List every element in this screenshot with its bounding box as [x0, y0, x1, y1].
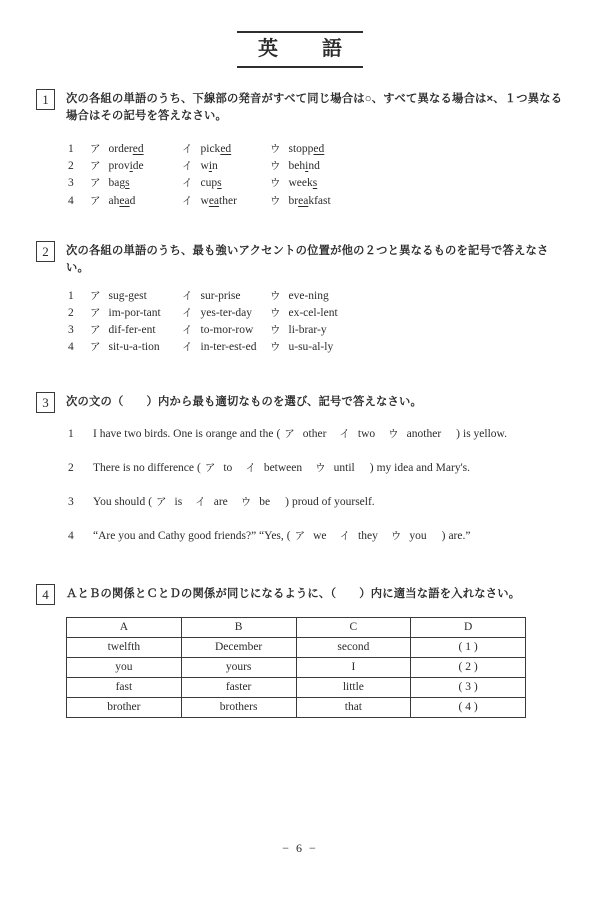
word: dif-fer-ent: [108, 324, 156, 337]
word: [201, 158, 218, 175]
table-header-row: [67, 617, 526, 637]
option-label-kana: ア: [90, 177, 101, 190]
choice-a: [156, 496, 182, 508]
word: [289, 141, 325, 158]
sentence: [93, 528, 470, 545]
choice-label-kana: ウ: [390, 529, 402, 542]
word: sur-prise: [200, 289, 241, 302]
option-label-kana: ア: [90, 324, 101, 337]
row-number: 3: [68, 177, 74, 190]
word-underlined: ea: [119, 194, 130, 207]
table-cell: ( 2 ): [411, 657, 526, 677]
word-underlined: ed: [220, 143, 232, 155]
sentence-pre: I have two birds. One is orange and the: [93, 427, 274, 440]
analogy-table: [66, 617, 526, 718]
word: [289, 175, 318, 192]
option-c: [270, 193, 331, 210]
table-cell: faster: [181, 677, 296, 697]
option-a: [90, 193, 182, 210]
option-label-kana: ウ: [270, 341, 281, 354]
section-1: [36, 88, 564, 210]
choice-c: [391, 530, 427, 542]
sentence: [93, 494, 375, 511]
page-number: − 6 −: [282, 841, 318, 855]
choice-word: you: [409, 529, 427, 542]
row-number: 4: [68, 341, 74, 354]
option-b: [182, 158, 270, 175]
word-pre: w: [200, 160, 209, 173]
word-pre: week: [288, 177, 313, 190]
page-title: 英語: [258, 38, 386, 60]
word: [201, 193, 237, 210]
sentence-post: proud of yourself.: [291, 495, 375, 508]
word-row: [68, 339, 564, 356]
option-a: [90, 322, 182, 339]
sentence: [93, 460, 470, 477]
option-c: [270, 175, 317, 192]
sentence-post: is yellow.: [463, 427, 507, 440]
table-cell: brother: [67, 697, 182, 717]
word-underlined: s: [125, 177, 130, 190]
table-cell: brothers: [181, 697, 296, 717]
row-number: 4: [68, 194, 74, 207]
option-b: [182, 322, 270, 339]
choice-b: [340, 530, 378, 542]
word-post: nd: [308, 160, 320, 173]
word: sit-u-a-tion: [108, 341, 160, 354]
word-pre: cup: [200, 177, 218, 190]
choice-label-kana: イ: [245, 461, 256, 474]
word-pre: ah: [108, 194, 120, 207]
option-c: [270, 322, 327, 339]
word-pre: stopp: [288, 143, 314, 155]
word-underlined: i: [305, 160, 309, 173]
word-underlined: i: [208, 160, 213, 173]
word-underlined: ed: [313, 143, 325, 155]
word-underlined: i: [129, 160, 133, 173]
title-box: [237, 31, 386, 68]
word: u-su-al-ly: [288, 341, 334, 354]
choice-word: are: [213, 495, 228, 508]
paren-open: (: [276, 427, 281, 440]
option-label-kana: ア: [90, 143, 101, 155]
section-number: 3: [36, 392, 55, 413]
option-label-kana: ア: [90, 341, 101, 354]
paren-close: ): [441, 529, 446, 542]
row-number: 2: [68, 307, 74, 320]
option-label-kana: ウ: [270, 194, 281, 207]
choice-a: [205, 462, 232, 474]
option-label-kana: イ: [182, 177, 193, 190]
paren-open: (: [197, 461, 201, 474]
word: [109, 141, 144, 158]
section-3-header: [36, 391, 564, 413]
sentence-item: [68, 460, 564, 477]
word-pre: pick: [200, 143, 221, 155]
column-header: A: [67, 617, 182, 637]
table-cell: second: [296, 637, 411, 657]
option-b: [182, 175, 270, 192]
word-underlined: s: [217, 177, 222, 190]
sentence-pre: “Are you and Cathy good friends?” “Yes,: [93, 529, 284, 542]
choice-b: [339, 428, 375, 440]
choice-word: we: [313, 529, 327, 542]
word-row: [68, 141, 564, 158]
table-cell: twelfth: [67, 637, 182, 657]
option-label-kana: イ: [182, 194, 193, 207]
option-c: [270, 158, 320, 175]
section-number: 4: [36, 584, 55, 605]
choice-word: between: [263, 461, 303, 474]
sentence-item: [68, 528, 564, 545]
paren-open: (: [286, 529, 291, 542]
table-cell: fast: [67, 677, 182, 697]
option-b: [182, 339, 270, 356]
option-label-kana: イ: [182, 160, 193, 173]
word-pre: w: [200, 194, 209, 207]
option-label-kana: ア: [90, 289, 101, 302]
table-row: [67, 637, 526, 657]
paren-close: ): [456, 427, 460, 440]
row-number: 3: [68, 324, 74, 337]
option-label-kana: ウ: [270, 307, 281, 320]
word-row: [68, 305, 564, 322]
word-row: [68, 288, 564, 305]
table-cell: that: [296, 697, 411, 717]
option-label-kana: ア: [90, 160, 101, 173]
section-2-header: [36, 240, 564, 277]
option-label-kana: イ: [182, 289, 193, 302]
table-row: [67, 697, 526, 717]
page-content: [0, 88, 600, 718]
row-number: 1: [68, 143, 74, 155]
sentence: [93, 426, 507, 443]
word-pre: beh: [288, 160, 306, 173]
word-pre: bag: [108, 177, 126, 190]
option-a: [90, 141, 182, 158]
word: to-mor-row: [200, 324, 254, 337]
word-underlined: ea: [298, 194, 309, 207]
choice-c: [315, 462, 355, 474]
section-heading: 次の文の（ ）内から最も適切なものを選び、記号で答えなさい。: [66, 395, 422, 408]
table-row: [67, 677, 526, 697]
table-cell: ( 3 ): [411, 677, 526, 697]
word: [201, 175, 222, 192]
option-c: [270, 305, 338, 322]
word-post: d: [129, 194, 136, 207]
word-row: [68, 158, 564, 175]
word: [289, 158, 320, 175]
table-cell: ( 4 ): [411, 697, 526, 717]
choice-word: is: [174, 495, 183, 508]
choice-label-kana: ア: [294, 529, 306, 542]
word-post: ther: [219, 194, 237, 207]
choice-label-kana: ウ: [388, 427, 399, 440]
table-cell: little: [296, 677, 411, 697]
sentence-pre: There is no difference: [93, 461, 195, 474]
section-number: 2: [36, 241, 55, 262]
choice-c: [241, 496, 270, 508]
section-number: 1: [36, 89, 55, 110]
choice-b: [195, 496, 228, 508]
word: [109, 193, 136, 210]
table-cell: ( 1 ): [411, 637, 526, 657]
word-pre: prov: [108, 160, 130, 173]
choice-label-kana: ア: [156, 495, 167, 508]
choice-label-kana: イ: [339, 427, 350, 440]
section-3: [36, 391, 564, 545]
option-label-kana: ウ: [270, 143, 281, 155]
sentence-items: [68, 426, 564, 545]
word-post: kfast: [308, 194, 331, 207]
choice-label-kana: イ: [195, 495, 206, 508]
choice-word: to: [223, 461, 233, 474]
row-number: 2: [68, 160, 74, 173]
paren-open: (: [148, 495, 153, 508]
option-a: [90, 175, 182, 192]
option-label-kana: イ: [182, 341, 193, 354]
option-label-kana: ウ: [270, 177, 281, 190]
option-a: [90, 288, 182, 305]
word-row: [68, 175, 564, 192]
word-post: de: [132, 160, 144, 173]
word: in-ter-est-ed: [200, 341, 257, 354]
option-c: [270, 339, 333, 356]
option-label-kana: イ: [182, 307, 193, 320]
section-4: [36, 583, 564, 718]
pronunciation-rows: [68, 141, 564, 210]
word: li-brar-y: [288, 324, 327, 337]
item-number: 2: [68, 461, 74, 474]
choice-label-kana: ア: [204, 461, 216, 474]
word-underlined: ea: [208, 194, 220, 207]
word-pre: br: [288, 194, 299, 207]
sentence-pre: You should: [93, 495, 146, 508]
choice-label-kana: ア: [284, 427, 295, 440]
word-underlined: ed: [132, 143, 144, 155]
option-label-kana: ア: [90, 307, 101, 320]
choice-a: [284, 428, 326, 440]
table-cell: you: [67, 657, 182, 677]
column-header: D: [411, 617, 526, 637]
row-number: 1: [68, 289, 74, 302]
sentence-item: [68, 494, 564, 511]
section-1-header: [36, 88, 564, 125]
item-number: 4: [68, 529, 74, 542]
option-label-kana: ア: [90, 194, 101, 207]
word-pre: order: [108, 143, 133, 155]
section-heading: 次の各組の単語のうち、最も強いアクセントの位置が他の２つと異なるものを記号で答えなさい。: [66, 244, 549, 274]
option-label-kana: ウ: [270, 289, 281, 302]
accent-rows: [68, 288, 564, 357]
table-row: [67, 657, 526, 677]
option-b: [182, 305, 270, 322]
word: eve-ning: [288, 289, 329, 302]
column-header: C: [296, 617, 411, 637]
word: [109, 175, 130, 192]
table-cell: December: [181, 637, 296, 657]
choice-c: [388, 428, 441, 440]
option-c: [270, 288, 329, 305]
choice-word: they: [358, 529, 378, 542]
word-row: [68, 322, 564, 339]
option-b: [182, 193, 270, 210]
word: [109, 158, 144, 175]
section-heading: 次の各組の単語のうち、下線部の発音がすべて同じ場合は○、すべて異なる場合は×、１つ異なる場合はその記号を答えなさい。: [66, 93, 563, 122]
choice-label-kana: ウ: [240, 495, 252, 508]
word-post: n: [212, 160, 218, 173]
sentence-post: are.”: [448, 529, 471, 542]
choice-word: other: [302, 427, 327, 440]
option-label-kana: ウ: [270, 160, 281, 173]
choice-word: be: [259, 495, 271, 508]
section-4-header: [36, 583, 564, 605]
option-label-kana: イ: [182, 324, 193, 337]
choice-word: two: [357, 427, 376, 440]
option-label-kana: ウ: [270, 324, 281, 337]
option-a: [90, 158, 182, 175]
word: im-por-tant: [108, 307, 161, 320]
sentence-item: [68, 426, 564, 443]
choice-word: until: [333, 461, 355, 474]
option-c: [270, 141, 324, 158]
word-underlined: s: [312, 177, 318, 190]
word: sug-gest: [108, 289, 147, 302]
item-number: 3: [68, 495, 74, 508]
word: ex-cel-lent: [288, 307, 338, 320]
paren-close: ): [369, 461, 374, 474]
word: [201, 141, 232, 158]
section-2: [36, 240, 564, 357]
word-row: [68, 193, 564, 210]
word: [289, 193, 331, 210]
choice-a: [295, 530, 327, 542]
option-label-kana: イ: [182, 143, 193, 155]
paren-close: ): [285, 495, 289, 508]
section-heading: ＡとＢの関係とＣとＤの関係が同じになるように、（ ）内に適当な語を入れなさい。: [66, 587, 521, 600]
column-header: B: [181, 617, 296, 637]
choice-b: [245, 462, 302, 474]
option-a: [90, 305, 182, 322]
item-number: 1: [68, 427, 74, 440]
sentence-post: my idea and Mary's.: [376, 461, 470, 474]
choice-label-kana: イ: [339, 529, 351, 542]
choice-label-kana: ウ: [315, 461, 326, 474]
option-b: [182, 288, 270, 305]
choice-word: another: [406, 427, 442, 440]
option-b: [182, 141, 270, 158]
table-cell: yours: [181, 657, 296, 677]
table-cell: I: [296, 657, 411, 677]
option-a: [90, 339, 182, 356]
word: yes-ter-day: [200, 307, 252, 320]
